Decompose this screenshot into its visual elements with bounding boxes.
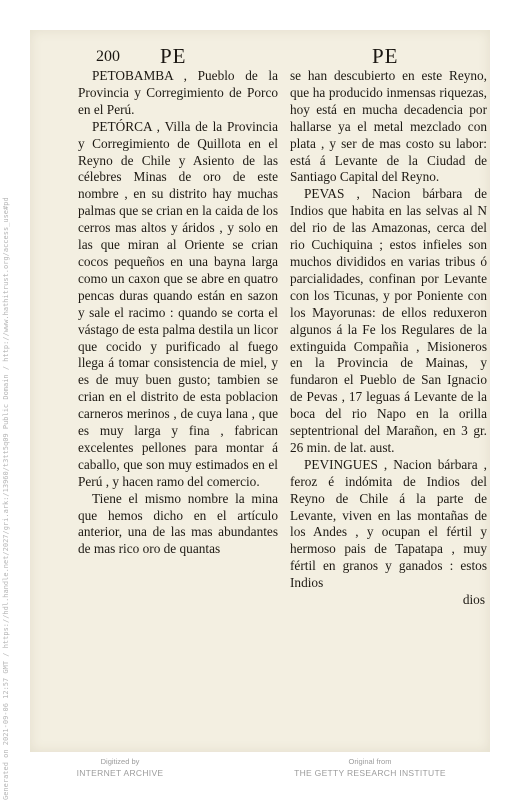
entry-petorca-mina: Tiene el mismo nombre la mina que hemos dicho en el artículo anterior, una de las mas abundantes de mas rico oro de quantas xyxy=(78,490,278,557)
internet-archive-label: INTERNET ARCHIVE xyxy=(76,768,164,778)
digitized-by-credit xyxy=(20,757,220,779)
getty-institute-label: THE GETTY RESEARCH INSTITUTE xyxy=(294,768,446,778)
right-column xyxy=(290,68,487,609)
book-page xyxy=(30,30,490,752)
left-running-head: PE xyxy=(160,44,187,68)
digitized-by-label: Digitized by xyxy=(100,757,140,766)
hathitrust-watermark: Generated on 2021-09-06 12:57 GMT / https://hdl.handle.net/2027/gri.ark:/13960/t3tt5q09 Public Domain / http://www.hathitrust.org/access_use#pd xyxy=(2,197,10,800)
original-from-label: Original from xyxy=(348,757,392,766)
running-header xyxy=(30,44,490,68)
entry-petorca: PETÓRCA , Villa de la Provincia y Corregimiento de Quillota en el Reyno de Chile y Asiento de las célebres Minas de oro de este nombre , en su distrito hay muchas palmas que se crian en la caida de los cerros mas altos y áridos , y solo en las que miran al Oriente se crian cocos pequeños en una bayna larga como un caxon que se abre en quatro pencas duras quando están en sazon y sale el racimo : quando se corta el vástago de esta palma destila un licor que cocido y purificado al fuego llega á tomar consistencia de miel, y es de muy buen gusto; tambien se crian en el distrito de esta poblacion carneros merinos , de cuya lana , que es muy larga y fina , fabrican excelentes pellones para montar á caballo, que son muy estimados en el Perú , y hacen ramo del comercio. xyxy=(78,118,278,489)
catchword: dios xyxy=(462,592,485,608)
original-from-credit xyxy=(270,757,470,779)
entry-petorca-continued: se han descubierto en este Reyno, que ha producido inmensas riquezas, hoy está en mucha decadencia por hallarse ya el metal mezclado con plata , y ser de mas costo su labor: está á Levante de la Ciudad de Santiago Capital del Reyno. xyxy=(290,68,487,185)
left-column xyxy=(78,68,278,558)
page-number: 200 xyxy=(96,48,120,65)
entry-petobamba: PETOBAMBA , Pueblo de la Provincia y Corregimiento de Porco en el Perú. xyxy=(78,68,278,117)
entry-pevingues: PEVINGUES , Nacion bárbara , feroz é indómita de Indios del Reyno de Chile á la parte de Levante, viven en las montañas de los Andes , y ocupan el fértil y hermoso pais de Tapatapa , muy fértil en granos y ganados : estos Indios xyxy=(290,456,487,591)
right-running-head: PE xyxy=(372,44,399,68)
entry-pevas: PEVAS , Nacion bárbara de Indios que habita en las selvas al N del rio de las Amazonas, cerca del rio Cuchiquina ; estos infieles son muchos divididos en varias tribus ó parcialidades, confinan por Levante con los Ticunas, y por Poniente con los Mayorunas: de ellos reduxeron algunos á la Fe los Regulares de la extinguida Compañia , Misioneros en la Provincia de Mainas, y fundaron el Pueblo de San Ignacio de Pevas , 17 leguas á Levante de la boca del rio Napo en la orilla septentrional del Marañon, en 3 gr. 26 min. de lat. aust. xyxy=(290,186,487,455)
